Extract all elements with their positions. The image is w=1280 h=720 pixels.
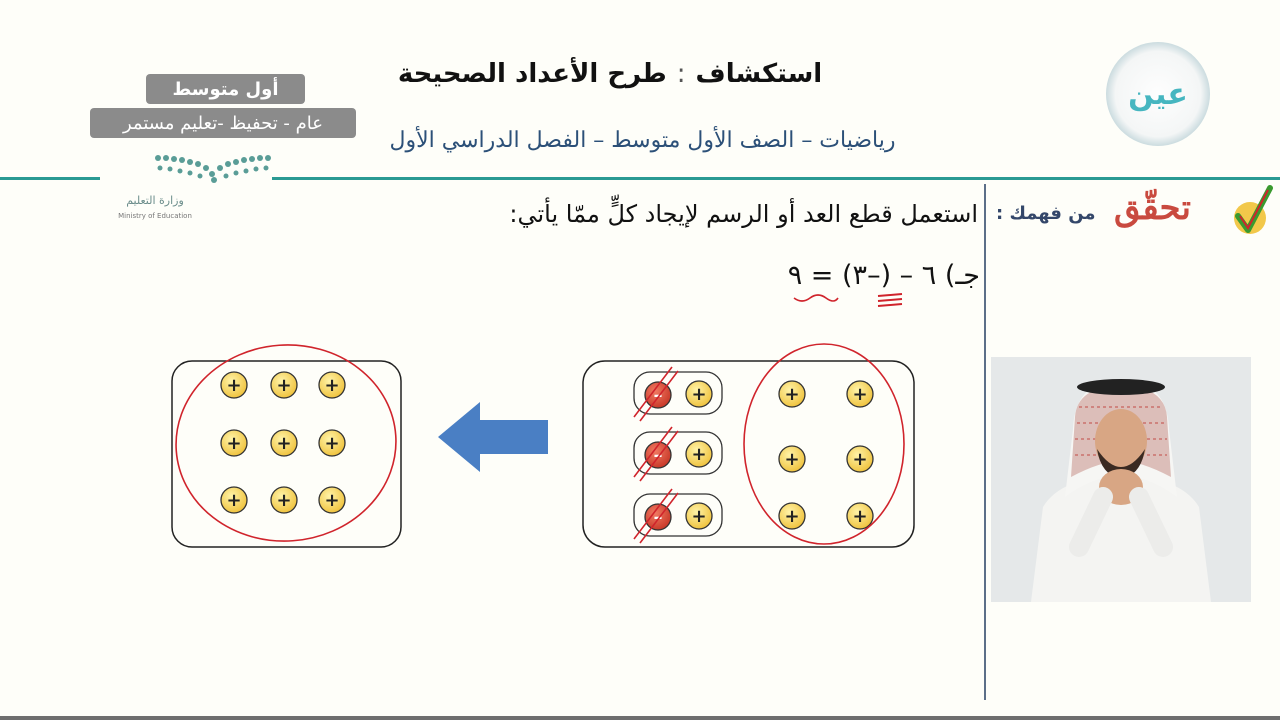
equation-text: جـ) ٦ – (–٣) = ٩ bbox=[787, 260, 980, 291]
positive-tile bbox=[779, 381, 805, 407]
svg-text:+: + bbox=[324, 490, 340, 511]
bottom-bar bbox=[0, 716, 1280, 720]
interpreter-figure bbox=[991, 357, 1251, 602]
title-main: طرح الأعداد الصحيحة bbox=[397, 59, 667, 89]
svg-text:+: + bbox=[784, 449, 800, 470]
interpreter-video bbox=[991, 357, 1251, 602]
svg-text:+: + bbox=[691, 384, 707, 405]
positive-tile bbox=[271, 487, 297, 513]
svg-text:+: + bbox=[852, 506, 868, 527]
positive-tile bbox=[686, 503, 712, 529]
positive-tile bbox=[221, 487, 247, 513]
instruction-text: استعمل قطع العد أو الرسم لإيجاد كلٍّ ممّا يأتي: bbox=[509, 200, 978, 228]
arrow-left-icon bbox=[438, 402, 548, 472]
svg-text:+: + bbox=[276, 375, 292, 396]
svg-text:–: – bbox=[653, 507, 663, 528]
svg-text:+: + bbox=[276, 490, 292, 511]
positive-tile bbox=[686, 441, 712, 467]
positive-tile bbox=[779, 446, 805, 472]
svg-text:+: + bbox=[324, 433, 340, 454]
course-subtitle: رياضيات – الصف الأول متوسط – الفصل الدراسي الأول bbox=[389, 128, 896, 153]
channel-logo bbox=[1106, 42, 1210, 146]
track-badge: عام - تحفيظ -تعليم مستمر bbox=[90, 108, 356, 138]
result-tiles bbox=[221, 372, 345, 513]
positive-tile bbox=[319, 430, 345, 456]
positive-tile bbox=[319, 487, 345, 513]
svg-text:+: + bbox=[226, 490, 242, 511]
equation-underline-annotation bbox=[790, 292, 920, 308]
check-title: تحقّق bbox=[1114, 188, 1191, 228]
positive-tile bbox=[271, 430, 297, 456]
grade-badge: أول متوسط bbox=[146, 74, 305, 104]
svg-text:–: – bbox=[653, 385, 663, 406]
positive-tile bbox=[319, 372, 345, 398]
ministry-name-ar: وزارة التعليم bbox=[126, 194, 184, 207]
svg-text:+: + bbox=[226, 433, 242, 454]
vertical-divider bbox=[984, 184, 986, 700]
header-divider-left bbox=[0, 177, 100, 180]
positive-tile bbox=[271, 372, 297, 398]
svg-text:+: + bbox=[784, 506, 800, 527]
header-divider-right bbox=[272, 177, 1280, 180]
positive-tile bbox=[221, 372, 247, 398]
svg-text:+: + bbox=[784, 384, 800, 405]
ministry-logo-icon bbox=[150, 150, 276, 192]
title-prefix: استكشاف bbox=[695, 59, 823, 89]
positive-tile bbox=[221, 430, 247, 456]
svg-text:+: + bbox=[691, 506, 707, 527]
checkmark-icon bbox=[1228, 180, 1274, 244]
title-separator: : bbox=[676, 59, 686, 89]
positive-tile bbox=[847, 503, 873, 529]
positive-tile bbox=[847, 381, 873, 407]
page-title bbox=[380, 52, 840, 96]
zero-pair-tiles bbox=[634, 367, 722, 543]
ministry-name-en: Ministry of Education bbox=[118, 212, 192, 220]
remaining-tiles bbox=[779, 381, 873, 529]
check-subtitle: من فهمك : bbox=[996, 203, 1096, 224]
svg-text:+: + bbox=[852, 449, 868, 470]
svg-text:+: + bbox=[226, 375, 242, 396]
remaining-circle-annotation bbox=[744, 344, 904, 544]
counter-tiles-diagram bbox=[160, 340, 930, 560]
positive-tile bbox=[779, 503, 805, 529]
svg-text:+: + bbox=[324, 375, 340, 396]
positive-tile bbox=[847, 446, 873, 472]
svg-text:+: + bbox=[691, 444, 707, 465]
channel-logo-text: عين bbox=[1128, 76, 1188, 112]
positive-tile bbox=[686, 381, 712, 407]
svg-text:–: – bbox=[653, 445, 663, 466]
svg-text:+: + bbox=[852, 384, 868, 405]
svg-text:+: + bbox=[276, 433, 292, 454]
